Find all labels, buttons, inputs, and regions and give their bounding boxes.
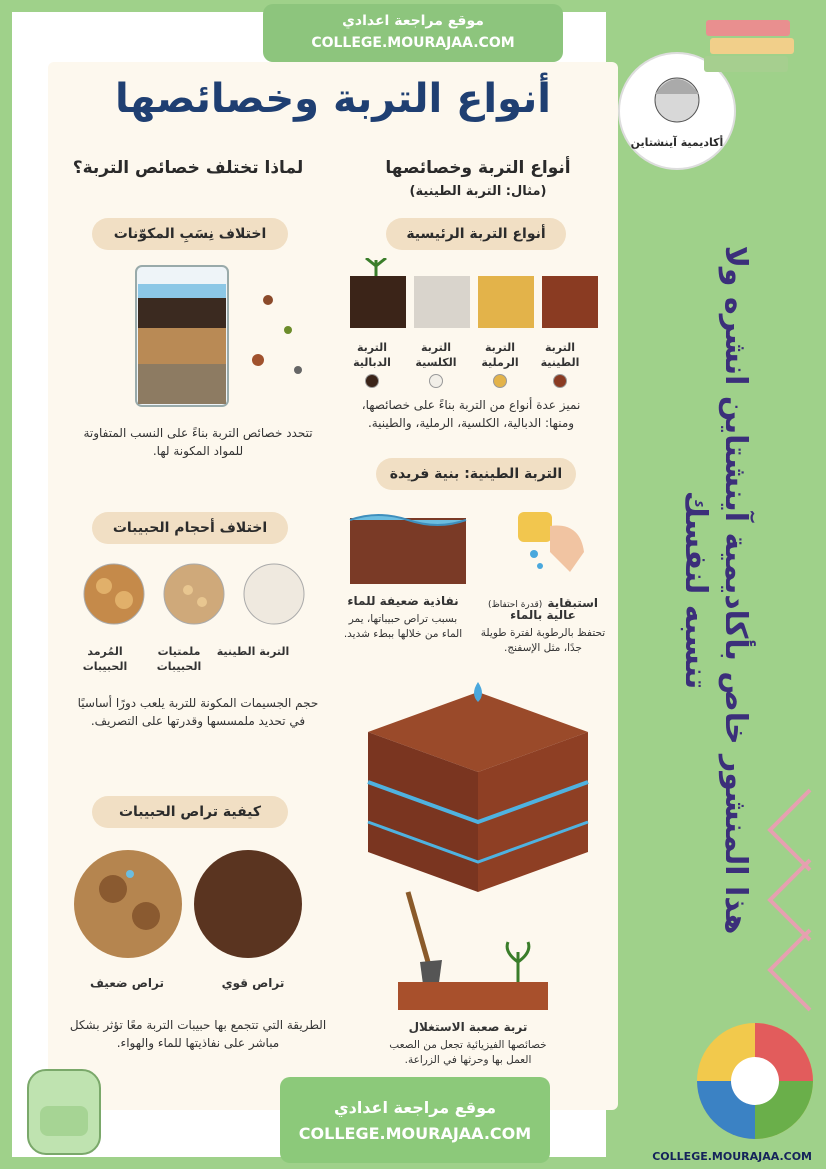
soil-type-humus: التربة الدبالية: [353, 341, 391, 369]
grain-size-circles: [76, 560, 306, 630]
bottom-site-url[interactable]: COLLEGE.MOURAJAA.COM: [298, 1124, 532, 1143]
sponge-hand-illustration: [510, 502, 590, 582]
clay-dot: [553, 374, 567, 388]
grain-label-fine: ملمتيات الحبيبات: [156, 645, 202, 673]
retention-title: استبقاية: [547, 596, 599, 610]
corner-site-url[interactable]: COLLEGE.MOURAJAA.COM: [652, 1150, 812, 1163]
left-column-title: لماذا تختلف خصائص التربة؟: [72, 158, 304, 178]
hard-soil-title: تربة صعبة الاستغلال: [408, 1020, 528, 1034]
retention-sub: (قدرة احتفاظ): [487, 600, 543, 610]
packing-label-weak: تراص ضعيف: [90, 976, 164, 990]
low-permeability-text: بسبب تراص حبيباتها، يمر الماء من خلالها ببطء شديد.: [343, 613, 463, 640]
page-title: أنواع التربة وخصائصها: [115, 76, 551, 122]
grain-label-coarse: المُرمد الحبيبات: [82, 645, 128, 673]
soil-type-calcareous: التربة الكلسية: [415, 341, 457, 369]
beaker-illustration: [128, 260, 318, 410]
pill-clay-structure: التربة الطينية: بنية فريدة: [376, 458, 576, 490]
sand-dot: [493, 374, 507, 388]
soil-samples-illustration: [346, 258, 606, 338]
pill-components: اختلاف نِسَبِ المكوّنات: [92, 218, 288, 250]
packing-label-strong: تراص قوي: [221, 976, 285, 990]
books-icon: [700, 14, 800, 94]
poster: [48, 62, 618, 1110]
top-site-url[interactable]: COLLEGE.MOURAJAA.COM: [311, 35, 515, 51]
right-column-subtitle: (مثال: التربة الطينية): [409, 184, 547, 199]
humus-cube: [350, 276, 406, 328]
low-permeability-title: نفاذية ضعيفة للماء: [347, 594, 459, 608]
pill-grain-sizes: اختلاف أحجام الحبيبات: [92, 512, 288, 544]
clay-slab-illustration: [348, 508, 468, 588]
soil-type-sand: التربة الرملية: [481, 341, 519, 369]
top-site-name: موقع مراجعة اعدادي: [342, 13, 484, 29]
bottom-site-badge: [280, 1077, 550, 1163]
retention-text: تحتفظ بالرطوبة لفترة طويلة جدًا، مثل الإسفنج.: [480, 627, 606, 654]
retention-title-2: عالية بالماء: [510, 608, 576, 622]
bottom-site-name: موقع مراجعة اعدادي: [333, 1098, 497, 1117]
clay-cube: [542, 276, 598, 328]
humus-dot: [365, 374, 379, 388]
soil-type-clay: التربة الطينية: [540, 341, 580, 369]
components-text: تتحدد خصائص التربة بناءً على النسب المتفاوتة للمواد المكونة لها.: [83, 426, 313, 458]
packing-text: الطريقة التي تتجمع بها حبيبات التربة معًا تؤثر بشكل مباشر على نفاذيتها للماء والهواء.: [69, 1018, 327, 1050]
calcareous-dot: [429, 374, 443, 388]
color-wheel-icon: [694, 1020, 816, 1142]
top-site-badge: [263, 4, 563, 62]
hard-soil-text: خصائصها الفيزيائية تجعل من الصعب العمل بها وحرثها في الزراعة.: [389, 1039, 547, 1066]
grain-sizes-text: حجم الجسيمات المكونة للتربة يلعب دورًا أساسيًا في تحديد ملمسسها وقدرتها على التصريف.: [77, 696, 319, 728]
side-note: هذا المنشور خاص بأكاديمية آينشتاين انشره ولا تنسبه لنفسك: [678, 245, 753, 935]
right-column-title: أنواع التربة وخصائصها: [385, 158, 571, 178]
shovel-illustration: [378, 882, 558, 1012]
pill-packing: كيفية تراص الحبيبات: [92, 796, 288, 828]
soil-types-text: نميز عدة أنواع من التربة بناءً على خصائصها، ومنها: الدبالية، الكلسية، الرملية، والطينية.: [361, 398, 581, 430]
grain-label-clay: التربة الطينية: [216, 645, 290, 658]
sand-cube: [478, 276, 534, 328]
backpack-icon: [14, 1050, 114, 1160]
calcareous-cube: [414, 276, 470, 328]
pill-main-types: أنواع التربة الرئيسية: [386, 218, 566, 250]
packing-circles: [68, 844, 308, 964]
clay-block-illustration: [348, 672, 608, 902]
logo-text: أكاديمية آينشتاين: [630, 136, 724, 149]
